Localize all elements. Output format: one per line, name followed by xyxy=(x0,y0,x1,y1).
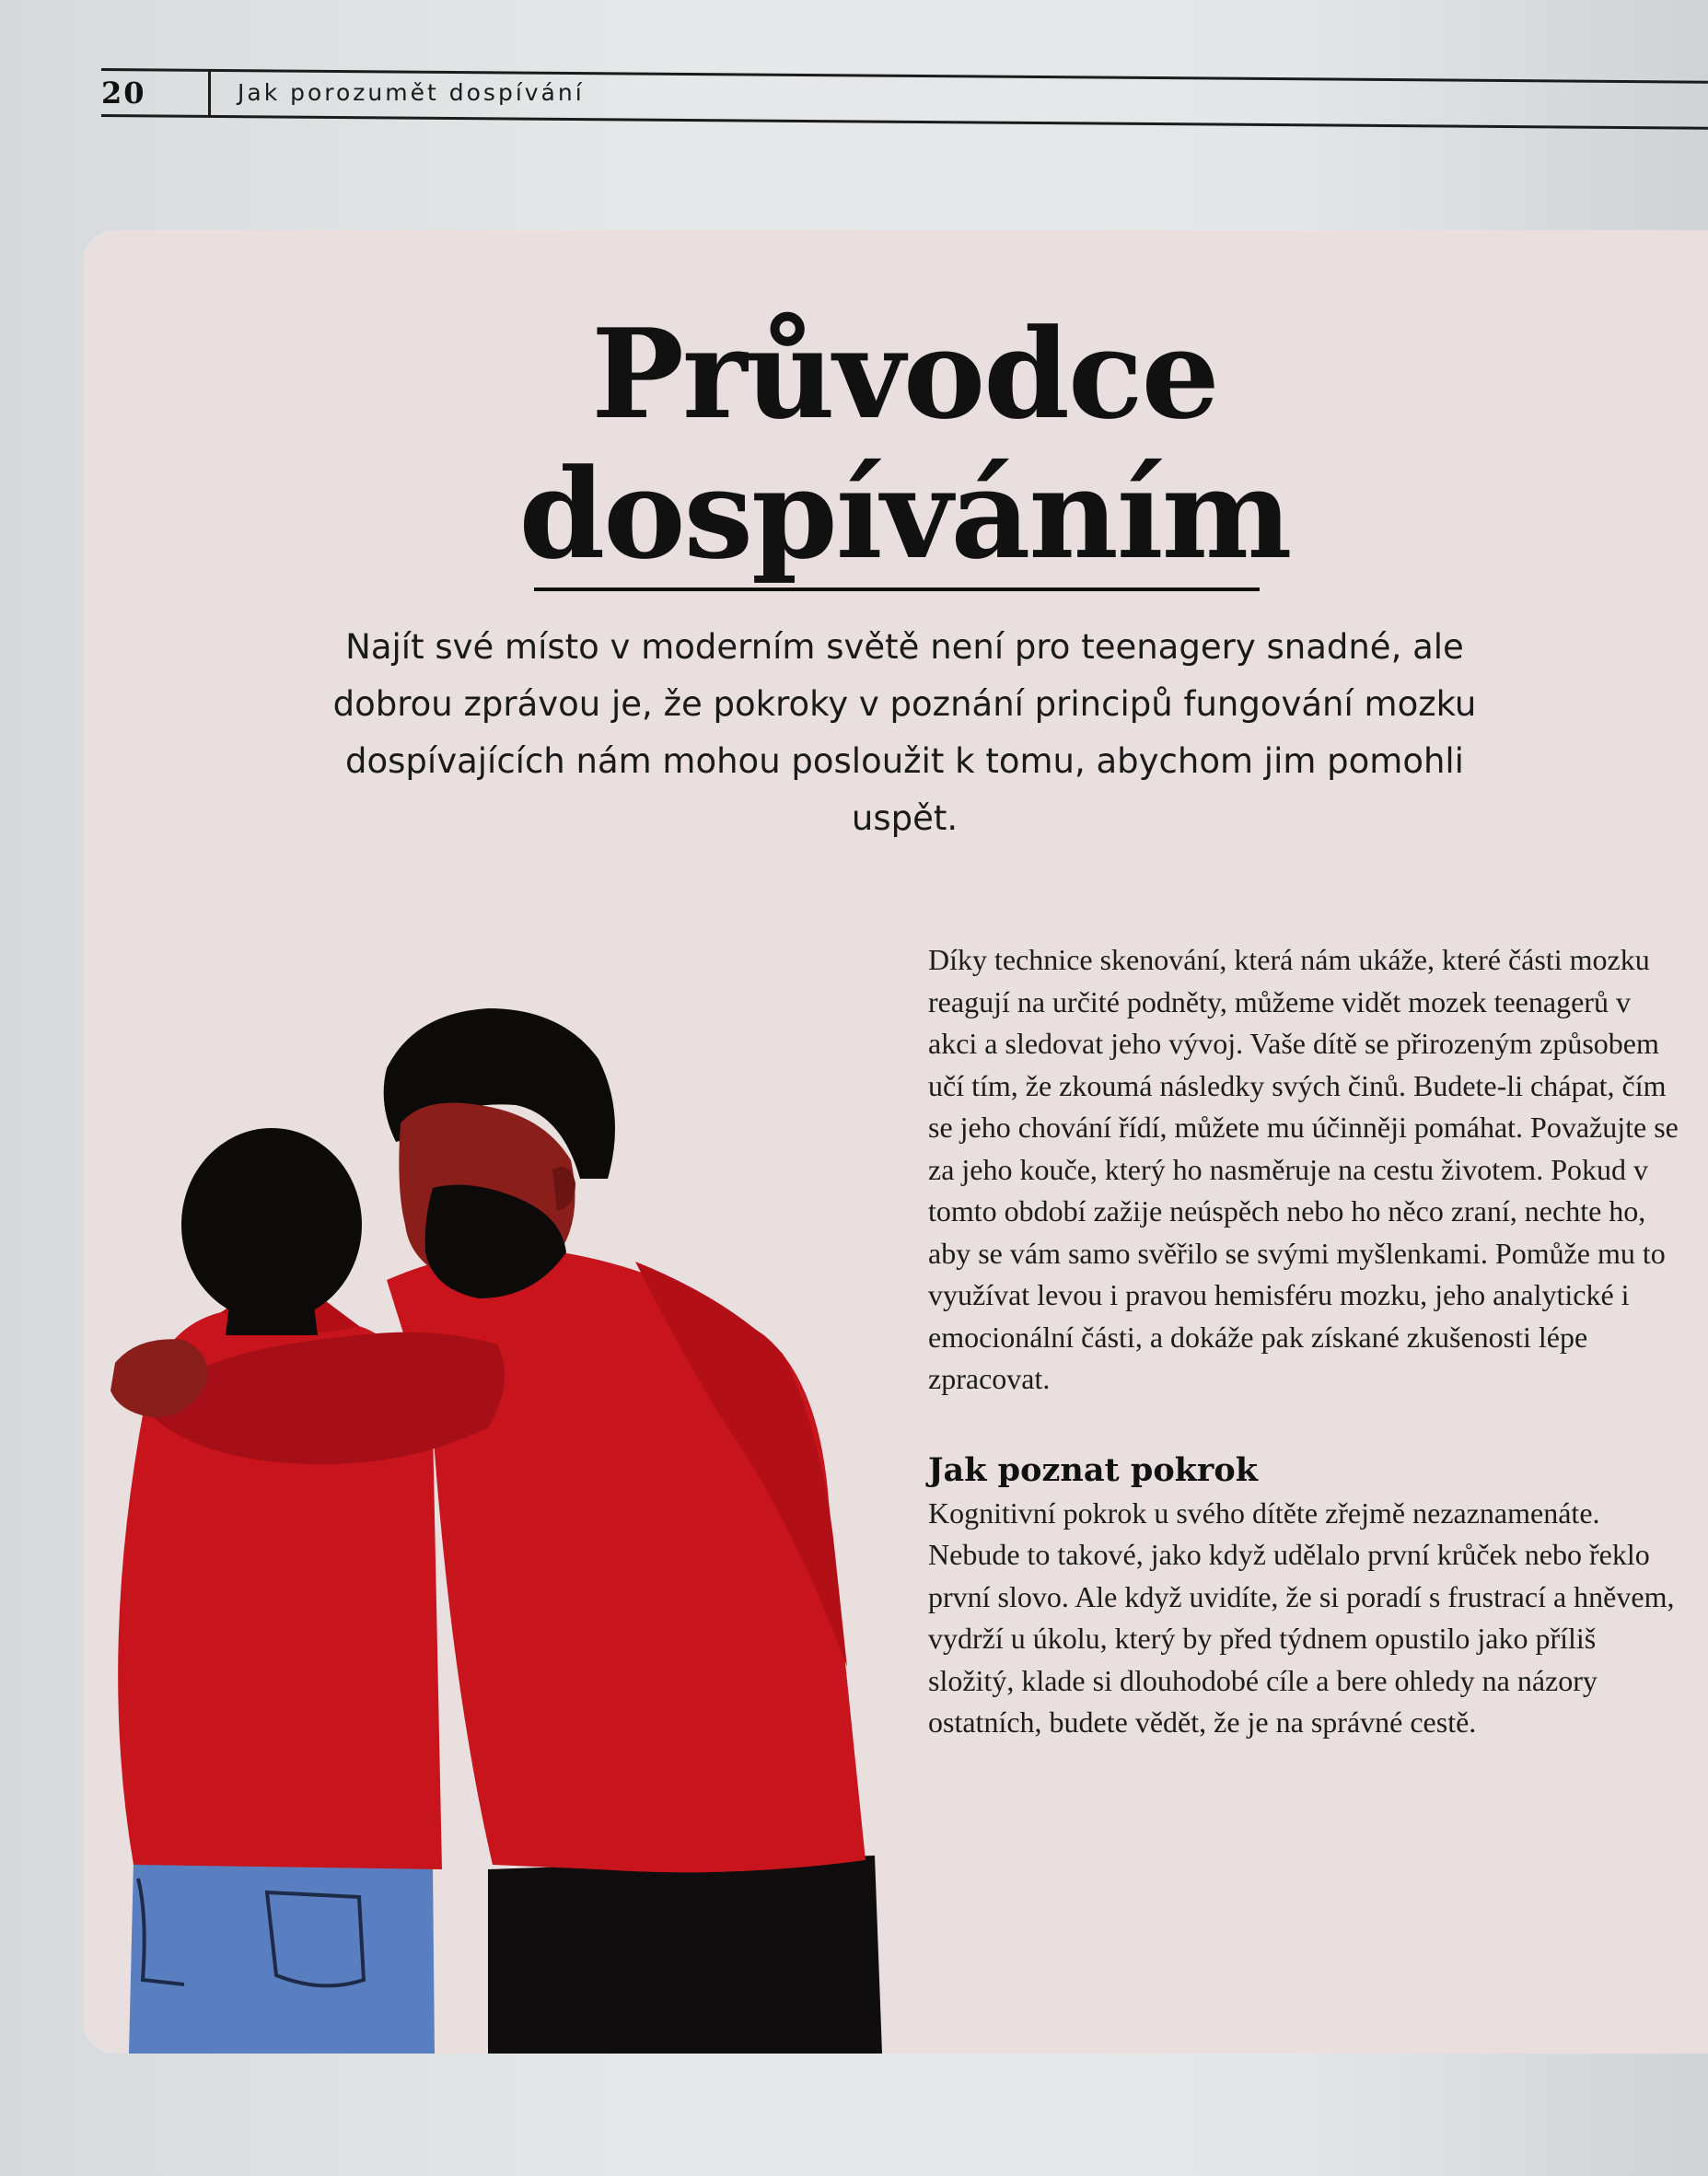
section-subheading: Jak poznat pokrok xyxy=(928,1450,1258,1489)
lead-paragraph: Najít své místo v moderním světě není pro teenagery snadné, ale dobrou zprávou je, že pokroky v poznání principů fungování mozku dospívajících nám mohou posloužit k tomu, abychom jim pomohli uspět. xyxy=(332,627,1477,838)
adult-trousers xyxy=(488,1856,882,2054)
body-paragraph-1: Díky technice skenování, která nám ukáže, které části mozku reagují na určité podněty, můžeme vidět mozek teenagerů v akci a sledovat jeho vývoj. Vaše dítě se přirozeným způsobem učí tím, že zkoumá následky svých činů. Budete-li chápat, čím se jeho chování řídí, můžete mu účinněji pomáhat. Považujte se za jeho kouče, který ho nasměruje na cestu životem. Pokud v tomto období zažije neúspěch nebo ho něco zraní, nechte ho, aby se vám samo svěřilo se svými myšlenkami. Pomůže mu to využívat levou i pravou hemisféru mozku, jeho analytické i emocionální části, a dokáže pak získané zkušenosti lépe zpracovat. xyxy=(928,943,1679,1395)
teen-head xyxy=(181,1128,362,1321)
title-underline xyxy=(534,588,1260,591)
father-and-teen-hug-illustration xyxy=(83,948,912,2054)
body-column xyxy=(928,939,1683,1744)
running-head: Jak porozumět dospívání xyxy=(238,79,585,106)
header-divider xyxy=(208,70,211,116)
title-line-1: Průvodce xyxy=(591,301,1218,447)
teen-jeans xyxy=(129,1860,435,2054)
title-line-2: dospíváním xyxy=(518,441,1291,587)
teen-neck xyxy=(226,1298,318,1335)
page-number: 20 xyxy=(101,76,146,111)
article-panel xyxy=(83,230,1708,2054)
body-paragraph-2: Kognitivní pokrok u svého dítěte zřejmě nezaznamenáte. Nebude to takové, jako když udělalo první krůček nebo řeklo první slovo. Ale když uvidíte, že si poradí s frustrací a hněvem, vydrží u úkolu, který by před týdnem opustilo jako příliš složitý, klade si dlouhodobé cíle a bere ohledy na názory ostatních, budete vědět, že je na správné cestě. xyxy=(928,1495,1675,1739)
article-title xyxy=(83,301,1708,587)
